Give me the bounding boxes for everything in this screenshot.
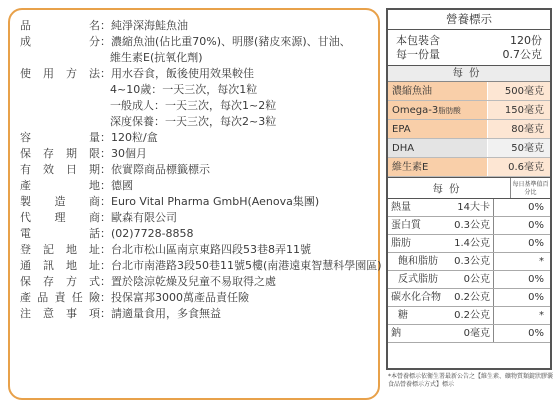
nutrient-name: 熱量 (391, 202, 411, 213)
nutrient-row (388, 217, 550, 235)
info-value: 用水吞食，飯後使用效果較佳 (111, 67, 254, 80)
serving-size-row (396, 48, 542, 62)
nutrient-name: 濃縮魚油 (388, 82, 488, 100)
per-pack-value: 120份 (510, 34, 542, 47)
info-value: 濃縮魚油(佔比重70%)、明膠(豬皮來源)、甘油、 (111, 35, 351, 48)
daily-value-header: 每日基準值百分比 (510, 178, 550, 198)
info-label: 保 存 期 限 (20, 147, 100, 160)
nutrient-row (388, 325, 550, 343)
info-row (20, 66, 370, 82)
nutrient-name: DHA (388, 139, 488, 157)
info-separator: ： (100, 275, 111, 288)
info-label: 製 造 商 (20, 195, 100, 208)
info-value: 4~10歲：一天三次，每次1粒 (110, 83, 258, 96)
info-label: 通 訊 地 址 (20, 259, 100, 272)
info-label (20, 82, 100, 98)
info-label: 產 地 (20, 179, 100, 192)
info-label: 產 品 責 任 險 (20, 291, 100, 304)
serving-value: 0.7公克 (502, 48, 542, 61)
info-label: 電 話 (20, 227, 100, 240)
info-row (20, 34, 370, 50)
nutrient-name: 飽和脂肪 (398, 256, 438, 267)
per-pack-row (396, 34, 542, 48)
info-separator: ： (100, 131, 111, 144)
info-row (20, 162, 370, 178)
info-value: 純淨深海鮭魚油 (111, 19, 188, 32)
nutrition-footnote: *本營養標示依衛生署最新公告之【維生素、礦物質類錠狀膠囊食品營養標示方式】標示 (388, 373, 554, 388)
info-separator: ： (100, 259, 111, 272)
highlight-nutrient-row (388, 139, 550, 158)
info-value: 歐森有限公司 (111, 211, 177, 224)
info-row (20, 290, 370, 306)
info-row (20, 98, 370, 114)
info-value: 投保富邦3000萬產品責任險 (111, 291, 249, 304)
nutrient-amount: 0公克 (463, 274, 490, 285)
info-label: 代 理 商 (20, 211, 100, 224)
highlight-nutrient-row (388, 120, 550, 139)
serving-info (388, 30, 550, 66)
info-value: 30個月 (111, 147, 147, 160)
info-row (20, 114, 370, 130)
info-separator (100, 50, 110, 66)
info-label: 使 用 方 法 (20, 67, 100, 80)
info-separator: ： (100, 67, 111, 80)
info-row (20, 210, 370, 226)
info-row (20, 18, 370, 34)
info-row (20, 306, 370, 322)
info-separator: ： (100, 179, 111, 192)
nutrient-name: 脂肪 (391, 238, 411, 249)
info-row (20, 226, 370, 242)
info-separator: ： (100, 147, 111, 160)
nutrient-row (388, 289, 550, 307)
nutrient-name: EPA (388, 120, 488, 138)
nutrition-title: 營養標示 (388, 10, 550, 30)
daily-value-percent: 0% (493, 217, 550, 234)
info-label: 有 效 日 期 (20, 163, 100, 176)
nutrient-name: 鈉 (391, 328, 401, 339)
info-separator: ： (100, 163, 111, 176)
info-row (20, 194, 370, 210)
info-value: 維生素E(抗氧化劑) (110, 51, 203, 64)
per-serving-label: 每份 (432, 183, 466, 195)
nutrient-amount: 14大卡 (457, 202, 490, 213)
nutrient-row (388, 235, 550, 253)
nutrient-row (388, 199, 550, 217)
nutrient-amount: 0.2公克 (454, 310, 490, 321)
highlight-nutrient-row (388, 158, 550, 177)
info-row (20, 258, 382, 274)
info-separator (100, 82, 110, 98)
nutrient-amount: 0.3公克 (454, 256, 490, 267)
nutrient-value: 80毫克 (488, 120, 550, 138)
nutrient-value: 0.6毫克 (488, 158, 550, 176)
info-label (20, 50, 100, 66)
info-row (20, 130, 370, 146)
daily-value-percent: * (493, 307, 550, 324)
info-separator: ： (100, 211, 111, 224)
info-value: 120粒/盒 (111, 131, 158, 144)
daily-value-percent: 0% (493, 199, 550, 216)
nutrient-value: 500毫克 (488, 82, 550, 100)
info-value: 請適量食用，多食無益 (111, 307, 221, 320)
highlight-nutrients (388, 82, 550, 177)
info-value: 德國 (111, 179, 133, 192)
info-separator: ： (100, 227, 111, 240)
nutrient-amount: 0.2公克 (454, 292, 490, 303)
daily-value-percent: * (493, 253, 550, 270)
product-info-panel (8, 8, 380, 400)
nutrient-value: 50毫克 (488, 139, 550, 157)
nutrient-name: 糖 (398, 310, 408, 321)
info-row (20, 50, 370, 66)
daily-value-percent: 0% (493, 325, 550, 342)
nutrient-name: 蛋白質 (391, 220, 421, 231)
info-label (20, 98, 100, 114)
info-row (20, 242, 370, 258)
info-separator: ： (100, 195, 111, 208)
nutrient-value: 150毫克 (488, 101, 550, 119)
info-label: 登 記 地 址 (20, 243, 100, 256)
info-separator: ： (100, 19, 111, 32)
info-label (20, 114, 100, 130)
info-label: 成 分 (20, 35, 100, 48)
highlight-nutrient-row (388, 101, 550, 120)
info-separator (100, 98, 110, 114)
per-serving-header-2 (388, 177, 550, 199)
nutrient-name: Omega-3脂肪酸 (388, 101, 488, 119)
daily-value-percent: 0% (493, 289, 550, 306)
info-value: 置於陰涼乾燥及兒童不易取得之處 (111, 275, 276, 288)
info-separator: ： (100, 35, 111, 48)
info-separator (100, 114, 110, 130)
info-row (20, 274, 370, 290)
daily-value-percent: 0% (493, 271, 550, 288)
per-serving-header: 每份 (388, 66, 550, 82)
per-pack-label: 本包裝含 (396, 34, 440, 47)
info-separator: ： (100, 307, 111, 320)
info-value: 台北市南港路3段50巷11號5樓(南港遠東智慧科學園區) (111, 259, 382, 272)
serving-label: 每一份量 (396, 48, 440, 61)
info-value: Euro Vital Pharma GmbH(Aenova集團) (111, 195, 320, 208)
nutrient-name: 反式脂肪 (398, 274, 438, 285)
info-row (20, 178, 370, 194)
nutrient-row (388, 253, 550, 271)
info-row (20, 82, 370, 98)
nutrient-row (388, 271, 550, 289)
info-value: (02)7728-8858 (111, 227, 194, 240)
info-separator: ： (100, 243, 111, 256)
highlight-nutrient-row (388, 82, 550, 101)
nutrition-table (386, 8, 552, 370)
info-label: 保 存 方 式 (20, 275, 100, 288)
nutrient-name: 碳水化合物 (391, 292, 441, 303)
info-separator: ： (100, 291, 111, 304)
info-value: 台北市松山區南京東路四段53巷8弄11號 (111, 243, 311, 256)
nutrient-row (388, 307, 550, 325)
nutrient-name: 維生素E (388, 158, 488, 176)
info-label: 注 意 事 項 (20, 307, 100, 320)
nutrient-amount: 0.3公克 (454, 220, 490, 231)
info-row (20, 146, 370, 162)
nutrient-amount: 1.4公克 (454, 238, 490, 249)
info-label: 容 量 (20, 131, 100, 144)
daily-value-percent: 0% (493, 235, 550, 252)
info-label: 品 名 (20, 19, 100, 32)
nutrient-amount: 0毫克 (463, 328, 490, 339)
info-value: 一般成人：一天三次，每次1~2粒 (110, 99, 277, 112)
info-value: 深度保養：一天三次，每次2~3粒 (110, 115, 277, 128)
info-value: 依實際商品標籤標示 (111, 163, 210, 176)
nutrient-rows (388, 199, 550, 343)
